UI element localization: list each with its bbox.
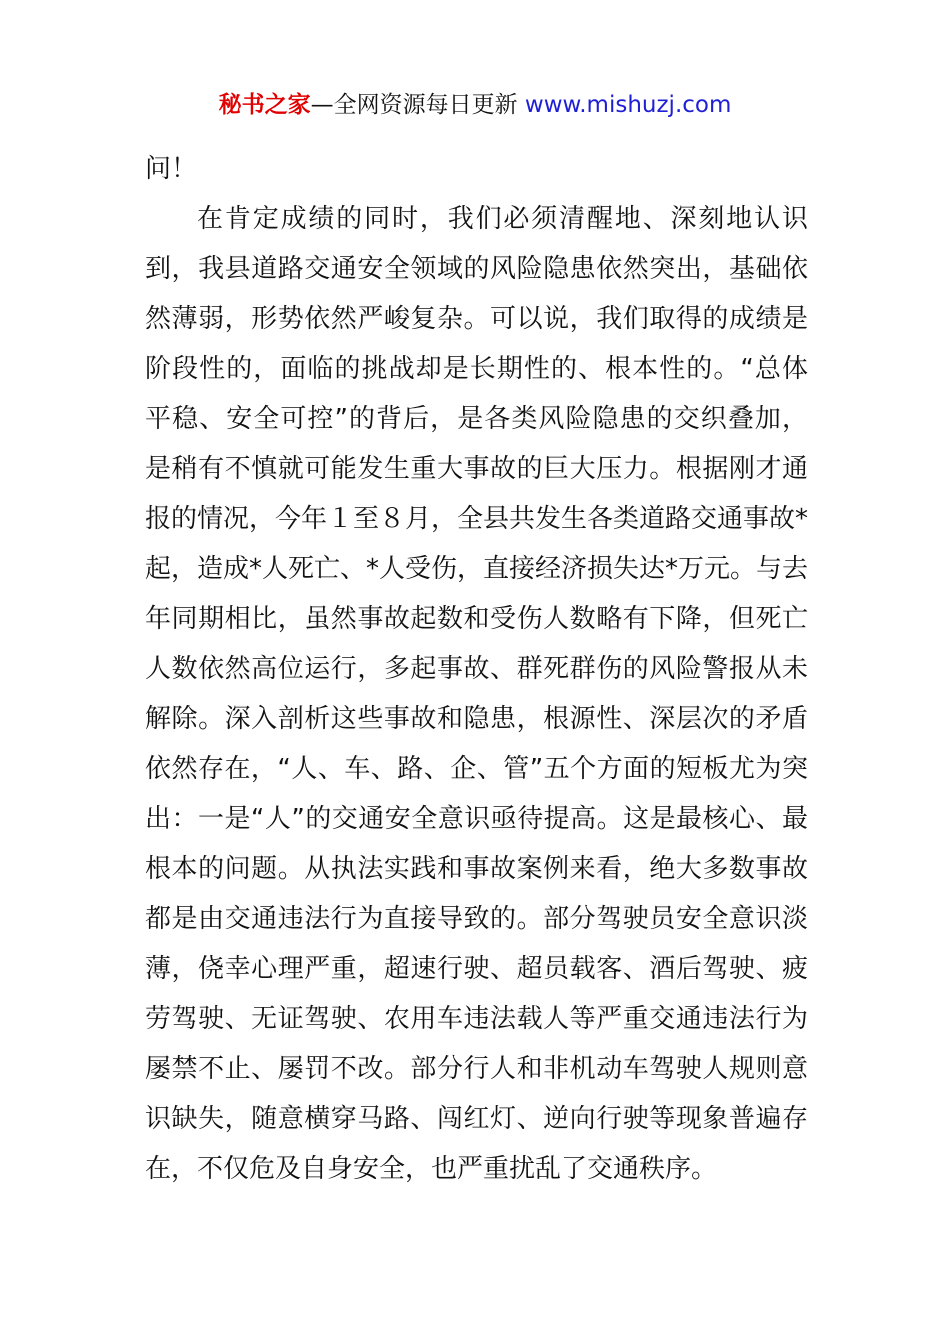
brand-name: 秘书之家 [218, 92, 311, 118]
document-body [145, 144, 808, 1194]
header-tagline: —全网资源每日更新 [310, 92, 525, 118]
page-header [0, 88, 950, 122]
paragraph-continuation: 问！ [145, 154, 198, 184]
paragraph: 在肯定成绩的同时，我们必须清醒地、深刻地认识到，我县道路交通安全领域的风险隐患依然突出，基础依然薄弱，形势依然严峻复杂。可以说，我们取得的成绩是阶段性的，面临的挑战却是长期性的、根本性的。“总体平稳、安全可控”的背后，是各类风险隐患的交织叠加，是稍有不慎就可能发生重大事故的巨大压力。根据刚才通报的情况，今年１至８月，全县共发生各类道路交通事故*起，造成*人死亡、*人受伤，直接经济损失达*万元。与去年同期相比，虽然事故起数和受伤人数略有下降，但死亡人数依然高位运行，多起事故、群死群伤的风险警报从未解除。深入剖析这些事故和隐患，根源性、深层次的矛盾依然存在，“人、车、路、企、管”五个方面的短板尤为突出：一是“人”的交通安全意识亟待提高。这是最核心、最根本的问题。从执法实践和事故案例来看，绝大多数事故都是由交通违法行为直接导致的。部分驾驶员安全意识淡薄，侥幸心理严重，超速行驶、超员载客、酒后驾驶、疲劳驾驶、无证驾驶、农用车违法载人等严重交通违法行为屡禁不止、屡罚不改。部分行人和非机动车驾驶人规则意识缺失，随意横穿马路、闯红灯、逆向行驶等现象普遍存在，不仅危及自身安全，也严重扰乱了交通秩序。 [145, 204, 809, 1184]
site-url-link[interactable]: www.mishuzj.com [524, 92, 732, 118]
